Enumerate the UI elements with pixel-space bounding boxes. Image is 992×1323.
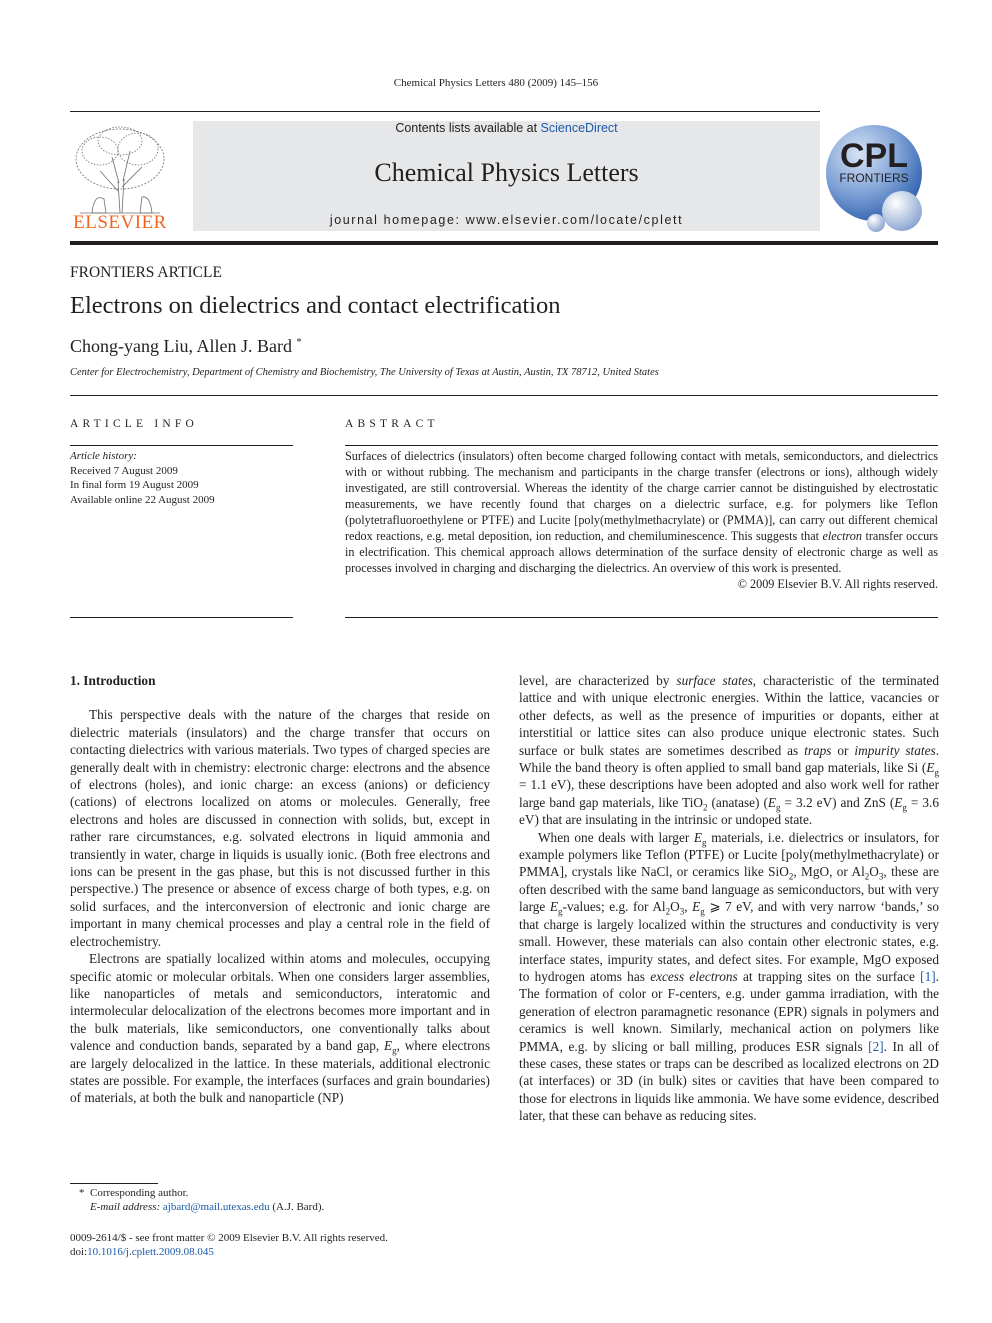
author-names: Chong-yang Liu, Allen J. Bard xyxy=(70,336,292,356)
doi-label: doi: xyxy=(70,1246,88,1258)
journal-homepage[interactable]: journal homepage: www.elsevier.com/locate/cplett xyxy=(329,213,684,227)
header-rule xyxy=(70,111,820,112)
intro-paragraph-1: This perspective deals with the nature of the charges that reside on dielectric materials (insulators) and the charge transfer that occurs on contacting dielectrics with various materials. Two types of charged species are generally dealt with in chemistry: electronic charge: electrons and the absence of electrons (holes), and ionic charge: an excess (anions) or deficiency (cations) of electrons localized on atoms or molecules. Generally, free electrons and holes are discussed in connection with solids, but, except in rather rare circumstances, e.g. solvated electrons in liquid ammonia and transiently in water, charge in liquids is usually ionic. (Both free electrons and ions can be present in the gas phase, but this is not discussed further in this perspective.) The presence or absence of excess charge of both types, e.g. on solid surfaces, and the interconversion of electronic and ionic charge are important in many chemical processes and play a central role in the field of electrochemistry. xyxy=(70,707,490,949)
history-label: Article history: xyxy=(70,450,137,462)
page-footer xyxy=(70,1231,388,1259)
sciencedirect-link[interactable]: ScienceDirect xyxy=(540,121,618,135)
author-affiliation: Center for Electrochemistry, Department of Chemistry and Biochemistry, The University of Texas at Austin, Austin, TX 78712, United States xyxy=(70,367,659,378)
cpl-logo-subtext: FRONTIERS xyxy=(839,171,909,185)
intro-paragraph-2: Electrons are spatially localized within atoms and molecules, occupying specific atomic or molecular orbitals. When one considers larger assemblies, like nanoparticles of metals and semiconductors, interatomic and intermolecular delocalization of the electrons becomes more important and in the bulk materials, like semiconductors, one conventionally talks about valence and conduction bands, separated by a band gap, $E_g$, where electrons are largely delocalized in the lattice. In these materials, additional electronic states are possible. For example, the interfaces (surfaces and grain boundaries) of materials, at both the bulk and nanoparticle (NP) xyxy=(70,951,490,1106)
header-thick-rule xyxy=(70,241,938,245)
revised-date: In final form 19 August 2009 xyxy=(70,479,199,491)
abstract-emphasis: electron xyxy=(822,529,862,543)
footnote-rule xyxy=(70,1183,158,1184)
abstract-heading: ABSTRACT xyxy=(345,418,439,430)
journal-citation: Chemical Physics Letters 480 (2009) 145–156 xyxy=(393,77,599,89)
cpl-logo-letters: CPL xyxy=(840,137,908,175)
email-owner: (A.J. Bard). xyxy=(272,1201,325,1213)
affiliation-rule xyxy=(70,395,938,396)
article-info-heading: ARTICLE INFO xyxy=(70,418,198,430)
journal-banner xyxy=(193,121,820,231)
author-email-link[interactable]: ajbard@mail.utexas.edu xyxy=(162,1201,270,1213)
article-info-rule xyxy=(70,445,293,446)
abstract-copyright: © 2009 Elsevier B.V. All rights reserved. xyxy=(737,577,938,591)
body-column-right xyxy=(519,672,939,1125)
issn-line: 0009-2614/$ - see front matter © 2009 Elsevier B.V. All rights reserved. xyxy=(70,1232,388,1244)
doi-link[interactable]: 10.1016/j.cplett.2009.08.045 xyxy=(87,1246,214,1258)
cpl-frontiers-logo-icon xyxy=(822,117,940,239)
abstract-bottom-rule xyxy=(345,617,938,618)
abstract-part-1: Surfaces of dielectrics (insulators) often become charged following contact with metals, semiconductors, and dielectrics with or without rubbing. The mechanism and participants in the charge transfer (electrons or ions), although widely investigated, are still controversial. Whereas the identity of the charge carrier cannot be distinguished by electrostatic measurements, we have recently found that charges on a dielectric surface, e.g. for polymers like Teflon (polytetrafluoroethylene or PTFE) and Lucite [poly(methylmethacrylate) or (PMMA)], can carry out different chemical redox reactions, e.g. metal deposition, ion reduction, and chemiluminescence. This suggests that xyxy=(345,449,938,543)
online-date: Available online 22 August 2009 xyxy=(70,493,215,506)
introduction-heading: 1. Introduction xyxy=(70,673,156,688)
body-column-left xyxy=(70,672,490,1107)
doi-line xyxy=(70,1245,388,1259)
author-list xyxy=(70,336,301,357)
abstract-text xyxy=(345,448,938,592)
article-title: Electrons on dielectrics and contact electrification xyxy=(70,292,561,319)
reference-link-2[interactable]: [2] xyxy=(868,1038,884,1054)
article-section-label: FRONTIERS ARTICLE xyxy=(70,264,222,281)
article-info-bottom-rule xyxy=(70,617,293,618)
abstract-part-2: transfer occurs in electrification. This chemical approach allows determination of the surface density of electronic charge as well as processes involved in charging and discharging the dielectrics. An overview of this work is presented. xyxy=(345,529,938,575)
elsevier-wordmark: ELSEVIER xyxy=(73,212,167,233)
contents-prefix: Contents lists available at xyxy=(395,121,541,135)
email-label: E-mail address: xyxy=(90,1201,161,1213)
corresponding-author-footnote xyxy=(70,1186,324,1214)
journal-title: Chemical Physics Letters xyxy=(374,158,639,187)
corresponding-author-mark[interactable]: * xyxy=(296,337,302,348)
received-date: Received 7 August 2009 xyxy=(70,464,178,477)
footnote-mark: * xyxy=(79,1187,85,1199)
reference-link-1[interactable]: [1] xyxy=(920,968,936,984)
intro-paragraph-2-continued: level, are characterized by surface states, characteristic of the terminated lattice and with unique electronic energies. Within the lattice, vacancies or other defects, as well as the presence of impurities or dopants, either at interstitial or lattice sites can also produce unique electronic states. Such surface or bulk states are sometimes described as traps or impurity states. While the band theory is often applied to small band gap materials, like Si ($E_g = 1.1$ eV), these descriptions have been adopted and also work well for rather large band gap materials, like TiO$_2$ (anatase) ($E_g = 3.2$ eV) and ZnS ($E_g = 3.6$ eV) that are insulating in the intrinsic or undoped state. xyxy=(519,673,940,828)
contents-line xyxy=(193,121,820,135)
footnote-corresponding: Corresponding author. xyxy=(90,1187,189,1199)
abstract-rule xyxy=(345,445,938,446)
intro-paragraph-3: When one deals with larger $E_g$ materials, i.e. dielectrics or insulators, for example polymers like Teflon (PTFE) or Lucite [poly(methylmethacrylate) or PMMA], crystals like NaCl, or ceramics like SiO$_2$, MgO, or $Al_2O_3$, these are often described with the same band language as semiconductors, but with very large $E_g$-values; e.g. for $Al_2O_3$, $E_g$ ⩾ 7 eV, and with very narrow ‘bands,’ so that charge is largely localized within the structures and conductivity is very small. However, these materials can also contain other electronic states, e.g. interface states, impurity states, and defect sites. For example, MgO exposed to hydrogen atoms has excess electrons at trapping sites on the surface [1]. The formation of color or F-centers, e.g. under gamma irradiation, with the generation of electron paramagnetic resonance (EPR) signals in polymers and ceramics is well known. Similarly, mechanical action on polymers like PMMA, e.g. by slicing or ball milling, produces ESR signals [2]. In all of these cases, these states or traps can be described as localized electrons on 2D (at interfaces) or 3D (in bulk) sites or cavities that have been compared to those for electrons in liquids like ammonia. We have some evidence, described later, that these can behave as reducing sites. xyxy=(519,829,939,1124)
article-history xyxy=(70,449,215,507)
